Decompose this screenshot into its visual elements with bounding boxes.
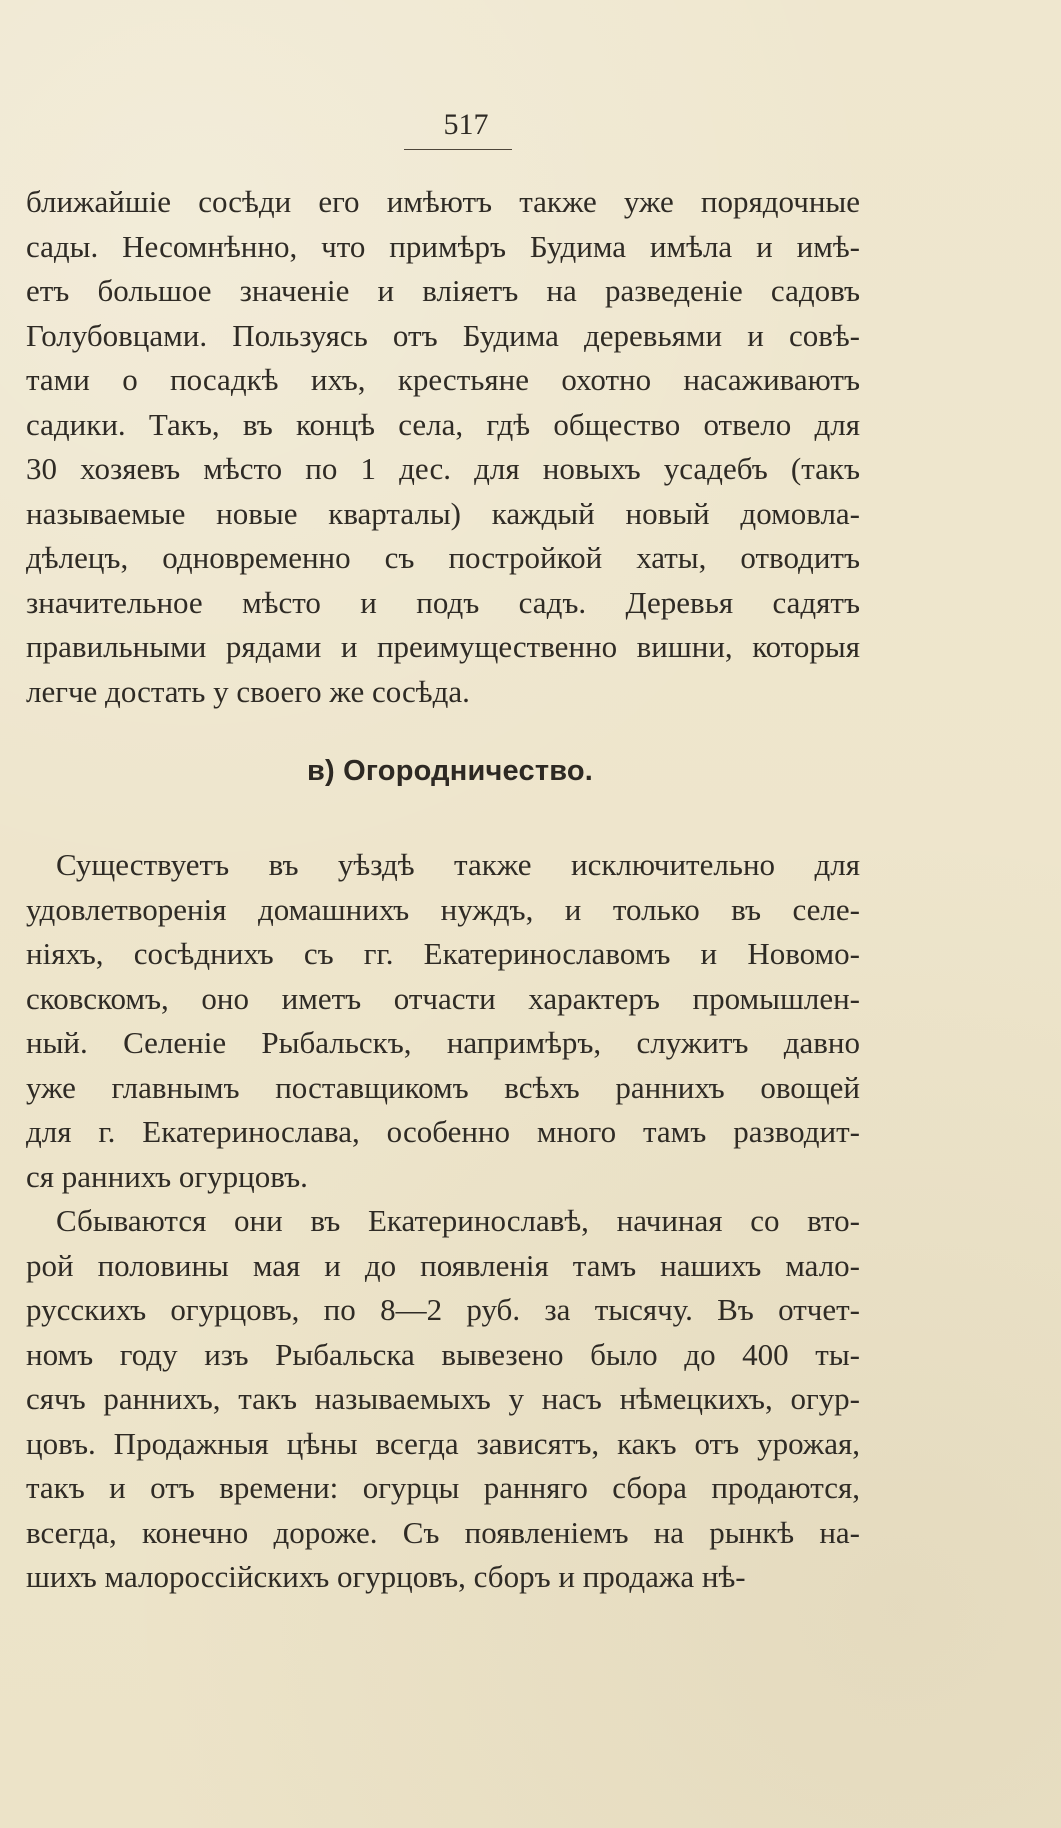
text-line: сячъ раннихъ, такъ называемыхъ у насъ нѣмецкихъ, огур- [26,1381,860,1416]
text-line: ный. Селеніе Рыбальскъ, напримѣръ, служитъ давно [26,1025,860,1060]
text-line: сады. Несомнѣнно, что примѣръ Будима имѣла и имѣ- [26,228,860,264]
text-line: Голубовцами. Пользуясь отъ Будима деревьями и совѣ- [26,317,860,353]
text-line: Существуетъ въ уѣздѣ также исключительно для [56,847,860,882]
text-line: ближайшіе сосѣди его имѣютъ также уже порядочные [26,184,860,219]
text-line: ніяхъ, сосѣднихъ съ гг. Екатеринославомъ и Новомо- [26,936,860,971]
text-line: ся раннихъ огурцовъ. [26,1158,308,1194]
page-number: 517 [443,108,489,141]
text-line: русскихъ огурцовъ, по 8—2 руб. за тысячу. Въ отчет- [26,1292,860,1327]
text-line: для г. Екатеринослава, особенно много тамъ разводит- [26,1114,860,1149]
paragraph-gardening-intro [26,843,860,1199]
text-line: етъ большое значеніе и вліяетъ на разведеніе садовъ [26,273,860,308]
text-line: значительное мѣсто и подъ садъ. Деревья садятъ [26,584,860,620]
paragraph-cucumber-sales [26,1199,860,1600]
text-line: 30 хозяевъ мѣсто по 1 дес. для новыхъ усадебъ (такъ [26,451,860,486]
section-heading: в) Огородничество. [307,755,594,787]
page-number-rule [404,149,512,150]
text-line: удовлетворенія домашнихъ нуждъ, и только въ селе- [26,891,860,927]
text-line: номъ году изъ Рыбальска вывезено было до 400 ты- [26,1336,860,1372]
text-line: называемые новые кварталы) каждый новый домовла- [26,495,860,531]
paragraph-gardens [26,180,860,714]
text-line: легче достать у своего же сосѣда. [26,673,470,709]
text-line: Сбываются они въ Екатеринославѣ, начиная со вто- [56,1203,860,1238]
text-line: цовъ. Продажныя цѣны всегда зависятъ, какъ отъ урожая, [26,1425,860,1461]
text-line: такъ и отъ времени: огурцы ранняго сбора продаются, [26,1470,860,1505]
text-line: всегда, конечно дороже. Съ появленіемъ на рынкѣ на- [26,1514,860,1550]
text-line: садики. Такъ, въ концѣ села, гдѣ общество отвело для [26,406,860,442]
text-line: рой половины мая и до появленія тамъ нашихъ мало- [26,1247,860,1283]
text-line: уже главнымъ поставщикомъ всѣхъ раннихъ овощей [26,1069,860,1105]
text-line: шихъ малороссійскихъ огурцовъ, сборъ и продажа нѣ- [26,1559,746,1594]
text-line: дѣлецъ, одновременно съ постройкой хаты, отводитъ [26,540,860,575]
text-line: правильными рядами и преимущественно вишни, которыя [26,629,860,664]
text-line: тами о посадкѣ ихъ, крестьяне охотно насаживаютъ [26,362,860,397]
text-line: сковскомъ, оно иметъ отчасти характеръ промышлен- [26,980,860,1016]
